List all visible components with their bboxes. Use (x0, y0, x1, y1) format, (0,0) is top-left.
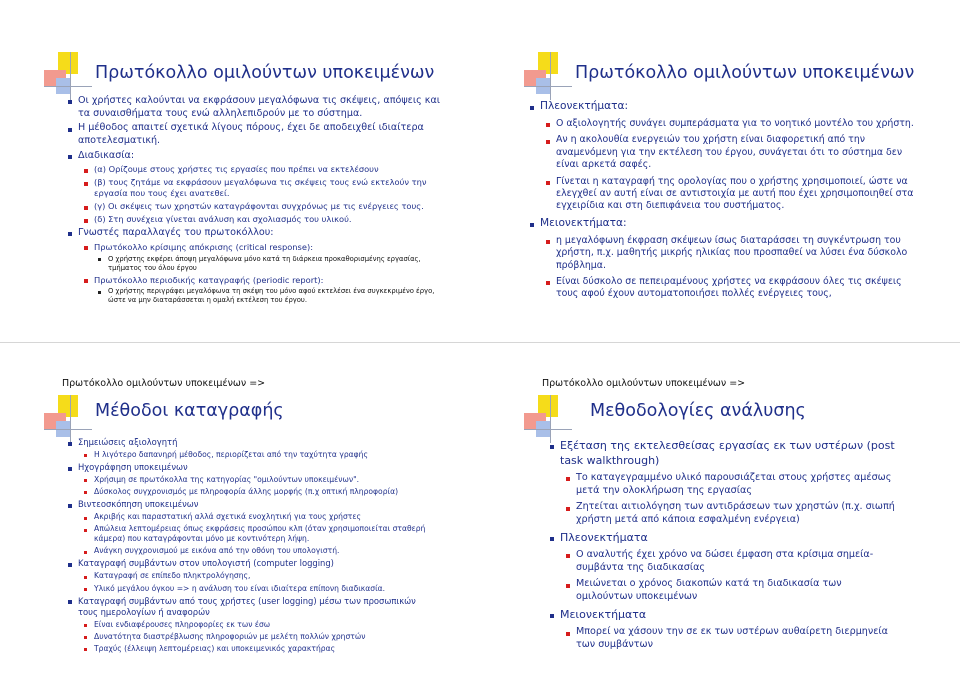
list-item (64, 287, 444, 305)
list-item (64, 122, 444, 147)
bullet-icon (84, 279, 88, 283)
bullet-icon (84, 648, 87, 651)
list-item (66, 596, 436, 618)
slide-title: Μεθοδολογίες ανάλυσης (590, 401, 806, 421)
bullet-icon (546, 123, 550, 127)
list-item (64, 177, 444, 199)
list-item-text: (δ) Στη συνέχεια γίνεται ανάλυση και σχολιασμός του υλικού. (94, 214, 352, 225)
bullet-icon (84, 246, 88, 250)
list-item (66, 450, 436, 460)
bullet-icon (530, 223, 534, 227)
list-item (546, 549, 896, 574)
list-item-text: Πλεονεκτήματα (560, 530, 648, 544)
list-item (66, 487, 436, 497)
list-item-text: Είναι δύσκολο σε πεπειραμένους χρήστες να εκφράσουν όλες τις σκέψεις τους αφού έχουν αυτοματοποιήσει πολλές ενέργειες τους, (556, 276, 902, 300)
list-item (66, 546, 436, 556)
slide-subtitle: Πρωτόκολλο ομιλούντων υποκειμένων => (542, 378, 746, 389)
list-item (64, 214, 444, 225)
bullet-icon (84, 169, 88, 173)
bullet-list (66, 437, 436, 656)
list-item-text: Μειώνεται ο χρόνος διακοπών κατά τη διαδικασία των ομιλούντων υποκειμένων (576, 578, 842, 603)
list-item (64, 255, 444, 273)
list-item-text: Ηχογράφηση υποκειμένων (78, 462, 188, 473)
bullet-icon (84, 576, 87, 579)
bullet-icon (84, 219, 88, 223)
list-item-text: Δυνατότητα διαστρέβλωσης πληροφοριών με μελέτη πολλών χρηστών (94, 631, 366, 641)
bullet-icon (68, 442, 72, 446)
list-item (66, 558, 436, 569)
bullet-icon (566, 507, 570, 511)
list-item (66, 632, 436, 642)
slide-1 (0, 0, 480, 342)
list-item-text: Ο χρήστης περιγράφει μεγαλόφωνα τη σκέψη του μόνο αφού εκτελέσει ένα συγκεκριμένο έργο, ώστε να μην διαταράσσεται η ομαλή εκτέλεση του έργου. (108, 287, 435, 305)
list-item-text: Δύσκολος συγχρονισμός με πληροφορία άλλης μορφής (π.χ οπτική πληροφορία) (94, 487, 399, 497)
slide-subtitle: Πρωτόκολλο ομιλούντων υποκειμένων => (62, 378, 266, 389)
bullet-icon (84, 206, 88, 210)
bullet-icon (98, 291, 101, 294)
bullet-icon (84, 182, 88, 186)
list-item (66, 462, 436, 473)
list-item-text: Διαδικασία: (78, 149, 135, 161)
bullet-icon (98, 258, 101, 261)
list-item (66, 571, 436, 581)
list-item (526, 118, 926, 130)
slide-title: Πρωτόκολλο ομιλούντων υποκειμένων (575, 63, 915, 83)
list-item-text: Γνωστές παραλλαγές του πρωτοκόλλου: (78, 226, 274, 238)
list-item (66, 499, 436, 510)
bullet-icon (68, 563, 72, 567)
list-item-text: Καταγραφή συμβάντων στον υπολογιστή (computer logging) (78, 558, 334, 569)
bullet-icon (68, 100, 72, 104)
bullet-list (64, 95, 444, 307)
list-item (64, 201, 444, 212)
list-item-text: Πλεονεκτήματα: (540, 100, 629, 112)
list-item (526, 100, 926, 114)
list-item-text: Ο αναλυτής έχει χρόνο να δώσει έμφαση στα κρίσιμα σημεία-συμβάντα της διαδικασίας (576, 549, 874, 573)
list-item (546, 626, 896, 651)
list-item-text: Ο αξιολογητής συνάγει συμπεράσματα για το νοητικό μοντέλο του χρήστη. (556, 117, 914, 129)
bullet-icon (68, 155, 72, 159)
bullet-icon (546, 181, 550, 185)
list-item-text: Ο χρήστης εκφέρει άποψη μεγαλόφωνα μόνο κατά τη διάρκεια προκαθορισμένης εργασίας, τμήματος του όλου έργου (108, 254, 421, 272)
list-item-text: Βιντεοσκόπηση υποκειμένων (78, 499, 199, 510)
list-item-text: Είναι ενδιαφέρουσες πληροφορίες εκ των έσω (94, 619, 271, 629)
list-item (66, 437, 436, 448)
bullet-icon (68, 504, 72, 508)
list-item-text: Μειονεκτήματα (560, 607, 647, 621)
bullet-icon (84, 491, 87, 494)
list-item (526, 217, 926, 231)
list-item (64, 150, 444, 163)
bullet-icon (68, 467, 72, 471)
list-item-text: Υλικό μεγάλου όγκου => η ανάλυση του είναι ιδιαίτερα επίπονη διαδικασία. (94, 583, 386, 593)
bullet-icon (566, 554, 570, 558)
bullet-icon (546, 281, 550, 285)
list-item (66, 475, 436, 485)
list-item-text: Μπορεί να χάσουν την σε εκ των υστέρων αυθαίρετη διερμηνεία των συμβάντων (576, 626, 889, 650)
list-item (66, 644, 436, 654)
list-item-text: (α) Ορίζουμε στους χρήστες τις εργασίες που πρέπει να εκτελέσουν (94, 164, 379, 175)
bullet-icon (68, 600, 72, 604)
list-item-text: Αν η ακολουθία ενεργειών του χρήστη είναι διαφορετική από την αναμενόμενη για την εκτέλεση του έργου, συνάγεται ότι το σύστημα δεν είναι αρκετά σαφές. (556, 134, 903, 171)
bullet-icon (546, 240, 550, 244)
list-item-text: (γ) Οι σκέψεις των χρηστών καταγράφονται συγχρόνως με τις ενέργειες τους. (94, 201, 424, 212)
list-item (546, 578, 896, 603)
list-item-text: Εξέταση της εκτελεσθείσας εργασίας εκ των υστέρων (post task walkthrough) (560, 439, 895, 467)
list-item-text: Πρωτόκολλο κρίσιμης απόκρισης (critical response): (94, 241, 314, 252)
list-item (526, 134, 926, 171)
list-item-text: Σημειώσεις αξιολογητή (78, 437, 178, 447)
list-item-text: η μεγαλόφωνη έκφραση σκέψεων ίσως διαταράσσει τη συγκέντρωση του χρήστη, π.χ. μαθητής μικρής ηλικίας που προσπαθεί να λύσει ένα δύσκολο πρόβλημα. (556, 234, 908, 271)
list-item-text: Γίνεται η καταγραφή της ορολογίας που ο χρήστης χρησιμοποιεί, ώστε να ελεγχθεί αν αυτή είναι σε αντιστοιχία με αυτή που έχει χρησιμοποιηθεί στα εγχειρίδια και στη διεπιφάνεια του συστήματος. (556, 175, 914, 212)
bullet-icon (546, 140, 550, 144)
list-item (526, 176, 926, 213)
bullet-icon (550, 537, 554, 541)
list-item-text: Η μέθοδος απαιτεί σχετικά λίγους πόρους, έχει δε αποδειχθεί ιδιαίτερα αποτελεσματική. (78, 122, 424, 146)
bullet-icon (550, 614, 554, 618)
list-item-text: Καταγραφή συμβάντων από τους χρήστες (user logging) μέσω των προσωπικών τους ημερολογίων ή αναφορών (78, 595, 416, 617)
bullet-icon (530, 106, 534, 110)
list-item (546, 531, 896, 546)
bullet-list (546, 439, 896, 656)
bullet-icon (84, 551, 87, 554)
bullet-icon (84, 479, 87, 482)
list-item-text: Η λιγότερο δαπανηρή μέθοδος, περιορίζεται από την ταχύτητα γραφής (94, 450, 368, 460)
list-item-text: Χρήσιμη σε πρωτόκολλα της κατηγορίας "ομιλούντων υποκειμένων". (94, 475, 359, 485)
slide-3 (0, 343, 480, 684)
slide-title: Μέθοδοι καταγραφής (95, 401, 284, 421)
bullet-icon (566, 477, 570, 481)
bullet-icon (68, 128, 72, 132)
list-item-text: Ζητείται αιτιολόγηση των αντιδράσεων των χρηστών (π.χ. σιωπή χρήστη μετά από κάποια εσφαλμένη ενέργεια) (576, 501, 895, 525)
bullet-icon (68, 232, 72, 236)
bullet-list (526, 100, 926, 305)
bullet-icon (84, 588, 87, 591)
slide-2 (480, 0, 960, 342)
list-item (64, 164, 444, 175)
list-item-text: Το καταγεγραμμένο υλικό παρουσιάζεται στους χρήστες αμέσως μετά την ολοκλήρωση της εργασίας (576, 472, 892, 496)
list-item (546, 501, 896, 526)
bullet-icon (84, 624, 87, 627)
list-item-text: Τραχύς (έλλειψη λεπτομέρειας) και υποκειμενικός χαρακτήρας (94, 643, 336, 653)
list-item (546, 439, 896, 468)
list-item (64, 95, 444, 120)
list-item (546, 608, 896, 623)
list-item (66, 512, 436, 522)
list-item (66, 524, 436, 544)
list-item-text: Οι χρήστες καλούνται να εκφράσουν μεγαλόφωνα τις σκέψεις, απόψεις και τα συναισθήματα τους ενώ αλληλεπιδρούν με το σύστημα. (78, 95, 441, 119)
list-item (64, 242, 444, 253)
list-item-text: Μειονεκτήματα: (540, 216, 627, 229)
list-item (64, 275, 444, 286)
bullet-icon (550, 445, 554, 449)
list-item (66, 584, 436, 594)
list-item (546, 472, 896, 497)
list-item (66, 620, 436, 630)
list-item-text: Καταγραφή σε επίπεδο πληκτρολόγησης, (94, 571, 251, 581)
list-item (64, 227, 444, 240)
list-item-text: Απώλεια λεπτομέρειας όπως εκφράσεις προσώπου κλπ (όταν χρησιμοποιείται σταθερή κάμερα) που καταγράφονται μόνο με κοντινότερη λήψη. (94, 524, 426, 544)
list-item (526, 235, 926, 272)
slide-4 (480, 343, 960, 684)
bullet-icon (84, 454, 87, 457)
bullet-icon (84, 529, 87, 532)
list-item-text: (β) τους ζητάμε να εκφράσουν μεγαλόφωνα τις σκέψεις τους ενώ εκτελούν την εργασία που τους έχει ανατεθεί. (94, 177, 427, 199)
bullet-icon (84, 517, 87, 520)
bullet-icon (566, 632, 570, 636)
list-item (526, 276, 926, 301)
slide-title: Πρωτόκολλο ομιλούντων υποκειμένων (95, 63, 435, 83)
bullet-icon (84, 636, 87, 639)
list-item-text: Πρωτόκολλο περιοδικής καταγραφής (periodic report): (94, 274, 324, 285)
list-item-text: Ανάγκη συγχρονισμού με εικόνα από την οθόνη του υπολογιστή. (94, 546, 340, 556)
list-item-text: Ακριβής και παραστατική αλλά σχετικά ενοχλητική για τους χρήστες (94, 512, 361, 522)
bullet-icon (566, 584, 570, 588)
